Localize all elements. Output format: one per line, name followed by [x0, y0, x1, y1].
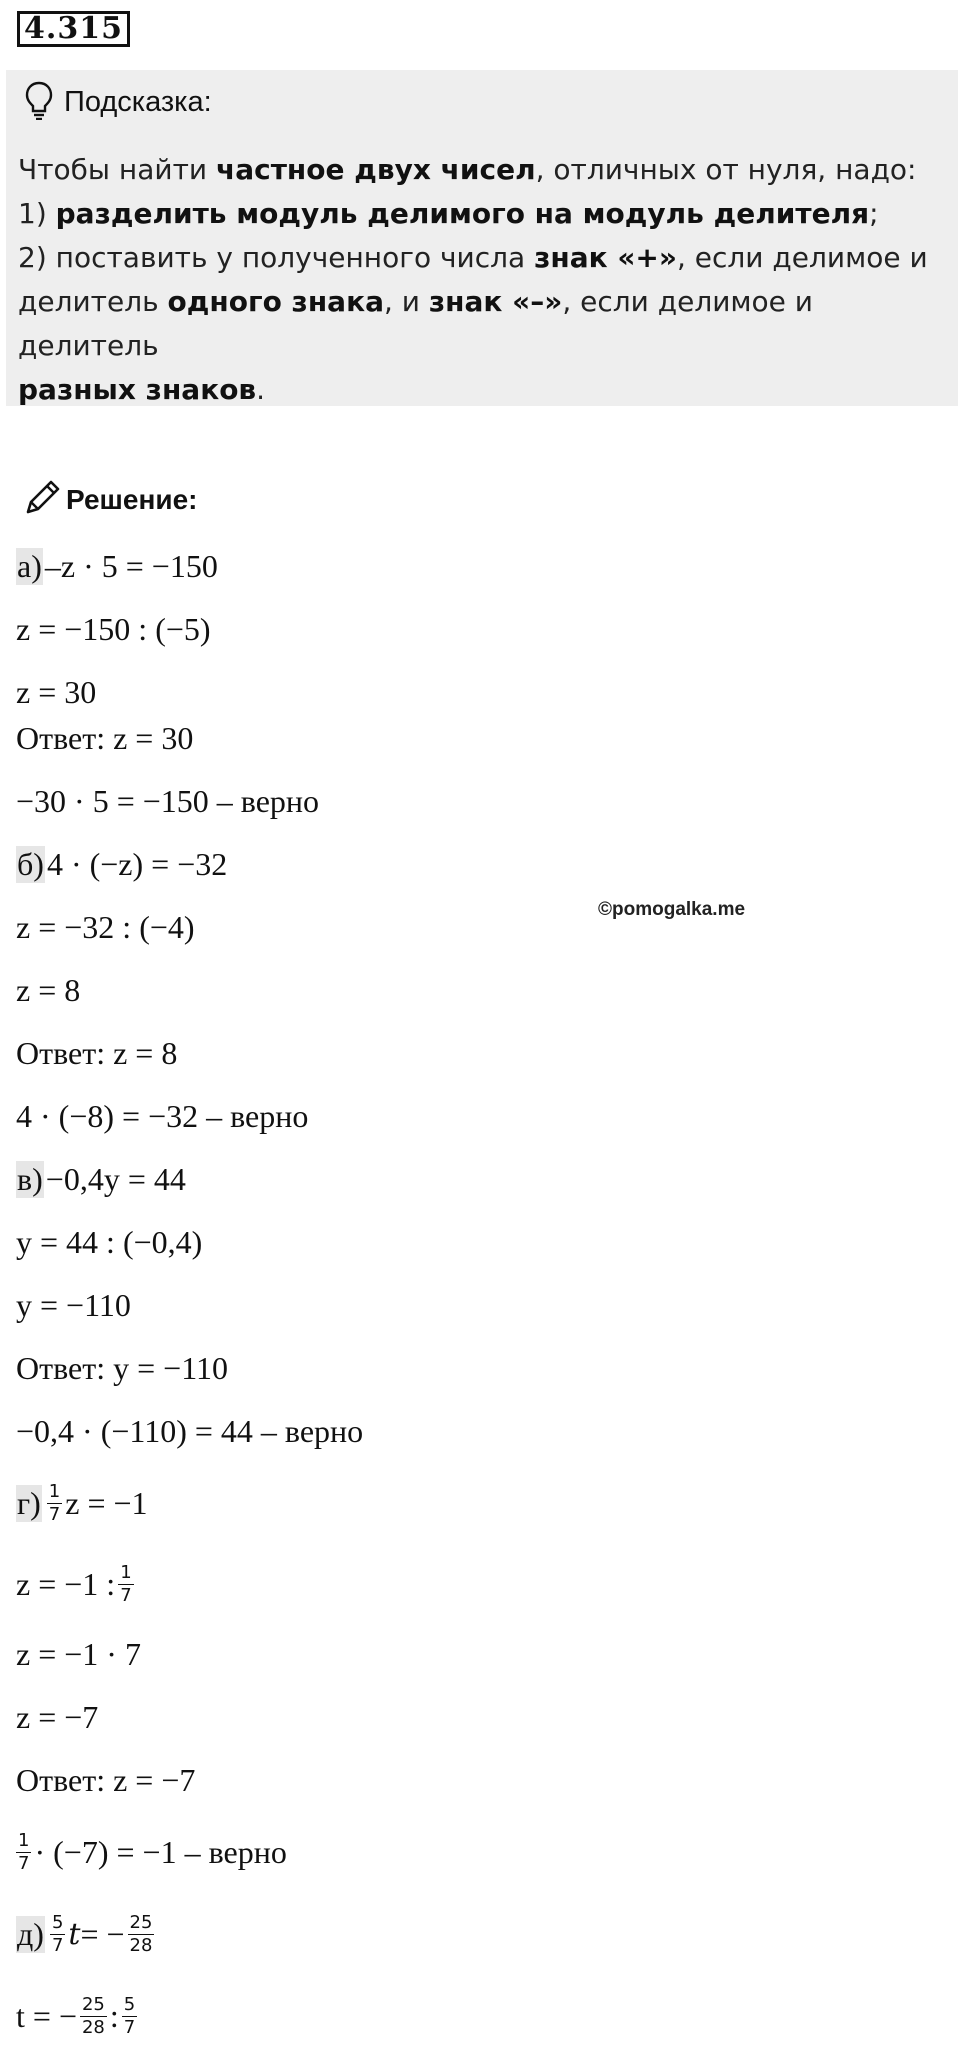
solution-line-g2: z = −1 : $\frac{1}{7}$ — [16, 1561, 132, 1606]
hint-line-5: разных знаков. — [18, 373, 266, 406]
solution-line-v5: −0,4 · (−110) = 44 – верно — [16, 1412, 364, 1449]
part-label-g: г) — [17, 1484, 41, 1521]
pencil-icon — [22, 478, 62, 523]
hint-title: Подсказка: — [64, 85, 212, 118]
solution-line-v3: y = −110 — [16, 1286, 131, 1323]
solution-line-g3: z = −1 · 7 — [16, 1635, 141, 1672]
solution-line-b4: Ответ: z = 8 — [16, 1034, 178, 1071]
solution-line-b1: б) 4 · (−z) = −32 — [17, 845, 228, 882]
fraction: $\frac{5}{7}$ — [123, 1993, 136, 2038]
watermark: ©pomogalka.me — [598, 899, 746, 920]
solution-line-b3: z = 8 — [16, 971, 81, 1008]
solution-line-g5: Ответ: z = −7 — [16, 1761, 196, 1798]
solution-line-d1: д) $\frac{5}{7}$ t = − $\frac{25}{28}$ — [17, 1911, 153, 1956]
part-label-a: а) — [17, 547, 42, 584]
solution-line-a1: а) –z · 5 = −150 — [17, 547, 218, 584]
hint-box — [6, 70, 958, 406]
solution-header — [22, 478, 197, 522]
fraction: $\frac{5}{7}$ — [51, 1911, 64, 1956]
solution-line-a2: z = −150 : (−5) — [16, 610, 211, 647]
hint-line-1: Чтобы найти частное двух чисел, отличных от нуля, надо: — [18, 153, 917, 186]
hint-line-2: 1) разделить модуль делимого на модуль делителя; — [18, 197, 879, 230]
problem-number: 4.315 — [17, 11, 130, 47]
solution-line-g6: $\frac{1}{7}$ · (−7) = −1 – верно — [18, 1829, 287, 1874]
part-label-v: в) — [17, 1160, 43, 1197]
hint-line-3: 2) поставить у полученного числа знак «+», если делимое и — [18, 241, 928, 274]
solution-line-b2: z = −32 : (−4) — [16, 908, 195, 945]
hint-header — [24, 82, 212, 122]
fraction: $\frac{25}{28}$ — [129, 1911, 153, 1956]
solution-line-g1: г) $\frac{1}{7}$ z = −1 — [17, 1480, 148, 1525]
solution-line-a3: z = 30 — [16, 673, 97, 710]
part-label-b: б) — [17, 845, 44, 882]
solution-line-b5: 4 · (−8) = −32 – верно — [16, 1097, 309, 1134]
solution-line-d2: t = − $\frac{25}{28}$ : $\frac{5}{7}$ — [16, 1993, 136, 2038]
fraction: $\frac{1}{7}$ — [48, 1480, 61, 1525]
hint-text — [18, 148, 958, 412]
fraction: $\frac{1}{7}$ — [120, 1561, 132, 1606]
solution-line-v1: в) −0,4y = 44 — [17, 1160, 186, 1197]
lightbulb-icon — [24, 80, 54, 125]
fraction: $\frac{1}{7}$ — [18, 1829, 30, 1874]
fraction: $\frac{25}{28}$ — [81, 1993, 105, 2038]
solution-line-v4: Ответ: y = −110 — [16, 1349, 228, 1386]
solution-line-a5: −30 · 5 = −150 – верно — [16, 782, 320, 819]
solution-line-g4: z = −7 — [16, 1698, 99, 1735]
part-label-d: д) — [17, 1915, 44, 1952]
solution-line-a4: Ответ: z = 30 — [16, 719, 194, 756]
hint-line-4: делитель одного знака, и знак «–», если делимое и делитель — [18, 285, 813, 362]
solution-title: Решение: — [66, 484, 198, 515]
solution-line-v2: y = 44 : (−0,4) — [16, 1223, 203, 1260]
